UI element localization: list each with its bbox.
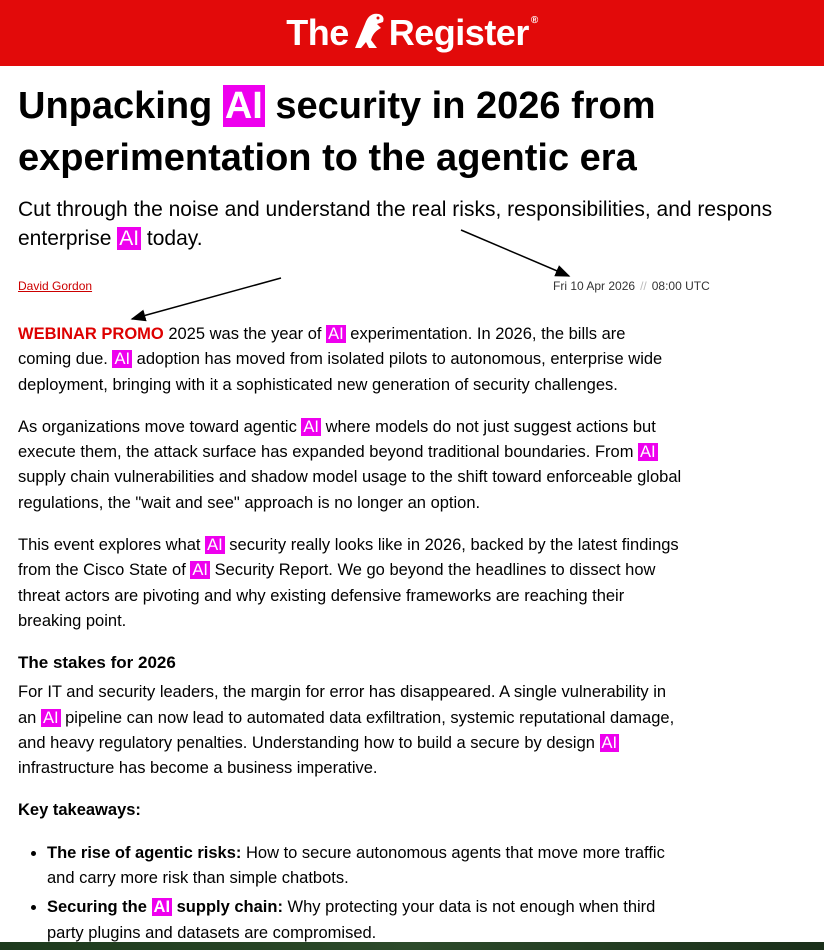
byline (18, 279, 718, 295)
p4-text-b: pipeline can now lead to automated data exfiltration, systemic reputational damage, and heavy regulatory penalties. Understanding how to build a secure by design (18, 708, 675, 752)
p2-text-b: where models do not just suggest actions but execute them, the attack surface has expanded beyond traditional boundaries. From (18, 417, 656, 462)
list-item (47, 895, 683, 946)
standfirst-line-2-start: enterprise (18, 227, 118, 250)
list-item-title-start: Securing the (47, 898, 152, 917)
p1-text-c: adoption has moved from isolated pilots to autonomous, enterprise wide deployment, bringing with it a sophisticated new generation of security challenges. (18, 350, 663, 394)
ai-highlight: AI (119, 227, 140, 250)
footer-strip (0, 942, 824, 950)
p3-text-a: This event explores what (18, 536, 206, 555)
ai-highlight: AI (601, 733, 618, 752)
ai-highlight: AI (153, 898, 171, 917)
p1-text-a: 2025 was the year of (163, 325, 327, 343)
paragraph-2 (18, 415, 683, 516)
ai-highlight: AI (640, 443, 656, 462)
list-item (47, 841, 683, 892)
paragraph-1 (18, 322, 683, 398)
author-link[interactable]: David Gordon (18, 279, 93, 293)
key-takeaways-heading: Key takeaways: (18, 801, 141, 820)
paragraph-4 (18, 680, 683, 781)
dateline (553, 279, 710, 293)
publish-date: Fri 10 Apr 2026 (553, 279, 636, 293)
ai-highlight: AI (114, 350, 131, 369)
p2-text-c: supply chain vulnerabilities and shadow model usage to the shift toward enforceable global regulations, the "wait and see" approach is no longer an option. (18, 468, 682, 512)
list-item-title (47, 898, 283, 916)
logo-text-the: The (286, 12, 349, 53)
logo-text-register: Register (388, 12, 529, 53)
ai-highlight: AI (303, 417, 319, 436)
p3-text-b: security really looks like in 2026, backed by the latest findings from the Cisco State of (18, 536, 679, 580)
standfirst (18, 195, 824, 253)
article-body (18, 322, 683, 950)
p2-text-a: As organizations move toward agentic (18, 417, 302, 436)
list-item-title: The rise of agentic risks: (47, 843, 242, 862)
date-separator: // (640, 279, 647, 293)
ai-highlight: AI (192, 561, 208, 580)
paragraph-3 (18, 533, 683, 634)
the-register-logo[interactable] (286, 10, 537, 56)
stakes-heading: The stakes for 2026 (18, 653, 176, 673)
title-text-end: security in 2026 from experimentation to the agentic era (18, 85, 656, 179)
p4-text-c: infrastructure has become a business imperative. (18, 759, 378, 778)
ai-highlight: AI (328, 325, 344, 343)
list-item-text: How to secure autonomous agents that move more traffic and carry more risk than simple chatbots. (47, 843, 665, 888)
list-item-text: Why protecting your data is not enough when third party plugins and datasets are compromised. (47, 898, 656, 942)
p1-text-b: experimentation. In 2026, the bills are coming due. (18, 325, 626, 369)
p3-text-c: Security Report. We go beyond the headlines to dissect how threat actors are pivoting and why existing defensive frameworks are reaching their breaking point. (18, 561, 656, 630)
list-item-title-end: supply chain: (172, 898, 283, 917)
takeaways-list (18, 841, 683, 946)
registered-mark: ® (530, 15, 538, 26)
vulture-icon (351, 10, 387, 56)
masthead (0, 0, 824, 66)
ai-highlight: AI (224, 85, 263, 127)
title-text-start: Unpacking (18, 85, 223, 127)
ai-highlight: AI (42, 708, 59, 727)
webinar-promo-label: WEBINAR PROMO (18, 325, 164, 343)
standfirst-line-1: Cut through the noise and understand the real risks, responsibilities, and respons (18, 198, 773, 221)
ai-highlight: AI (207, 536, 223, 555)
standfirst-line-2-end: today. (141, 227, 203, 250)
p4-text-a: For IT and security leaders, the margin for error has disappeared. A single vulnerability in an (18, 683, 667, 727)
article-title (18, 80, 798, 184)
publish-time: 08:00 UTC (651, 279, 710, 293)
